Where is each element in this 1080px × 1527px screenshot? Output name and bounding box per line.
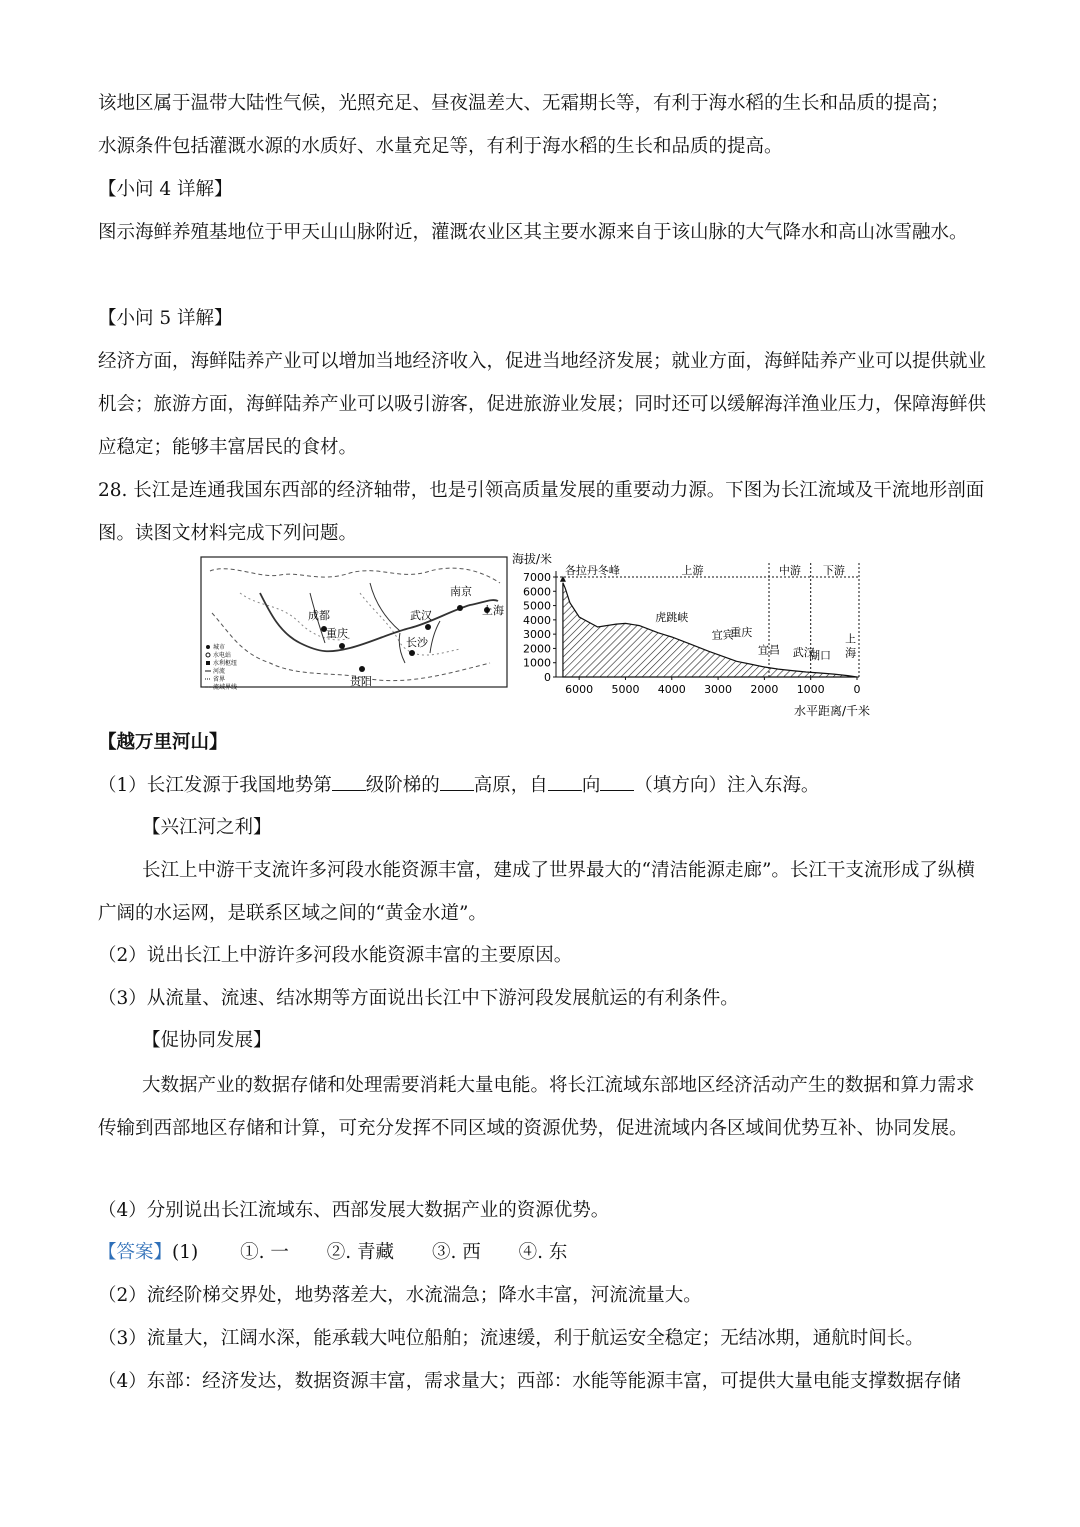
answer-1-item-1: ①. 一 [240, 1242, 289, 1263]
annotation-label-0: 虎跳峡 [655, 611, 689, 624]
city-marker-wuhan [425, 624, 431, 630]
segment-label-1: 中游 [778, 564, 801, 577]
x-tick-label-6: 0 [853, 683, 861, 696]
peak-label: 各拉丹冬峰 [564, 564, 620, 577]
paragraph-climate: 该地区属于温带大陆性气候，光照充足、昼夜温差大、无霜期长等，有利于海水稻的生长和品质的提高； [98, 93, 950, 114]
answer-2: （2）流经阶梯交界处，地势落差大，水流湍急；降水丰富，河流流量大。 [98, 1285, 702, 1306]
q1-part-b: 级阶梯的 [365, 775, 440, 796]
paragraph-q5-answer: 经济方面，海鲜陆养产业可以增加当地经济收入，促进当地经济发展；就业方面，海鲜陆养产业可以提供就业机会；旅游方面，海鲜陆养产业可以吸引游客，促进旅游业发展；同时还可以缓解海洋渔业压力，保障海鲜供应稳定；能够丰富居民的食材。 [98, 351, 987, 458]
legend-hydropower: 水电站 [213, 652, 232, 659]
answer-1-prefix: (1) [172, 1242, 199, 1263]
legend-city: 城市 [213, 644, 226, 651]
city-marker-chongqing [339, 643, 345, 649]
y-tick-label-2: 5000 [523, 599, 551, 613]
annotation-label-2: 重庆 [730, 626, 753, 640]
segment-label-2: 下游 [822, 564, 845, 577]
x-tick-label-2: 4000 [657, 683, 686, 696]
city-marker-changsha [409, 650, 415, 656]
y-tick-label-7: 0 [544, 671, 551, 684]
answer-1-item-3: ③. 西 [431, 1242, 481, 1263]
legend-province: 省界 [213, 676, 226, 683]
question-1 [98, 771, 819, 797]
annotation-label-4: 武汉 [792, 645, 815, 659]
legend-hub: 水利枢纽 [213, 660, 238, 667]
section-title-coordinated: 【促协同发展】 [142, 1030, 272, 1051]
annotation-label-6: 上 [845, 632, 857, 646]
city-label-changsha: 长沙 [406, 636, 428, 649]
q1-part-e: （填方向）注入东海。 [634, 775, 820, 796]
answer-3: （3）流量大，江阔水深，能承载大吨位船舶；流速缓，利于航运安全稳定；无结冰期，通航时间长。 [98, 1328, 924, 1349]
x-tick-label-3: 3000 [704, 683, 733, 696]
yangtze-elevation-profile [512, 553, 870, 718]
y-tick-label-1: 6000 [523, 585, 551, 599]
y-axis-label: 海拔/米 [512, 553, 553, 566]
annotation-label-1: 宜宾 [711, 628, 734, 642]
city-marker-nanjing [457, 605, 463, 611]
legend-river: 河流 [213, 668, 226, 675]
y-tick-label-3: 4000 [523, 613, 551, 627]
heading-q5-detail: 【小问 5 详解】 [98, 308, 233, 329]
city-label-shanghai: 上海 [482, 604, 504, 617]
question-28-stem: 28. 长江是连通我国东西部的经济轴带，也是引领高质量发展的重要动力源。下图为长江流域及干流地形剖面图。读图文材料完成下列问题。 [98, 480, 985, 544]
annotation-label-6-b: 海 [845, 646, 857, 660]
q1-blank-1[interactable] [332, 774, 366, 791]
question-2: （2）说出长江上中游许多河段水能资源丰富的主要原因。 [98, 945, 573, 966]
annotation-label-5: 湖口 [808, 649, 831, 662]
city-label-guiyang: 贵阳 [350, 675, 372, 688]
legend-basin: 流域界线 [213, 684, 238, 691]
question-4: （4）分别说出长江流域东、西部发展大数据产业的资源优势。 [98, 1200, 610, 1221]
answer-1 [98, 1238, 567, 1264]
city-label-chengdu: 成都 [308, 609, 330, 622]
y-tick-label-6: 1000 [523, 656, 551, 670]
profile-area [563, 583, 857, 677]
figure-yangtze [200, 553, 890, 722]
city-label-nanjing: 南京 [450, 585, 472, 598]
answer-tag: 【答案】 [98, 1242, 173, 1263]
x-tick-label-5: 1000 [796, 683, 825, 696]
x-axis-label: 水平距离/千米 [794, 704, 871, 718]
paragraph-q4-answer: 图示海鲜养殖基地位于甲天山山脉附近，灌溉农业区其主要水源来自于该山脉的大气降水和高山冰雪融水。 [98, 222, 968, 243]
y-tick-label-4: 3000 [523, 628, 551, 642]
answer-4: （4）东部：经济发达，数据资源丰富，需求量大；西部：水能等能源丰富，可提供大量电能支撑数据存储 [98, 1371, 961, 1392]
heading-q4-detail: 【小问 4 详解】 [98, 179, 233, 200]
city-marker-guiyang [359, 666, 365, 672]
map-frame [201, 557, 507, 687]
section-title-benefit: 【兴江河之利】 [142, 817, 272, 838]
q1-blank-4[interactable] [600, 774, 634, 791]
yangtze-map-and-profile [200, 553, 890, 718]
x-tick-label-4: 2000 [750, 683, 779, 696]
q1-part-c: 高原，自 [473, 775, 548, 796]
question-3: （3）从流量、流速、结冰期等方面说出长江中下游河段发展航运的有利条件。 [98, 988, 739, 1009]
y-tick-label-0: 7000 [523, 571, 551, 584]
section-text-coordinated: 大数据产业的数据存储和处理需要消耗大量电能。将长江流域东部地区经济活动产生的数据和算力需求传输到西部地区存储和计算，可充分发挥不同区域的资源优势，促进流域内各区域间优势互补、协同发展。 [98, 1075, 975, 1139]
answer-1-item-4: ④. 东 [518, 1242, 568, 1263]
q1-part-a: （1）长江发源于我国地势第 [98, 775, 332, 796]
section-title-river: 【越万里河山】 [98, 732, 228, 753]
answer-1-item-2: ②. 青藏 [326, 1242, 395, 1263]
yangtze-basin-map [201, 557, 507, 691]
q1-part-d: 向 [581, 775, 601, 796]
q1-blank-3[interactable] [548, 774, 582, 791]
city-label-wuhan: 武汉 [410, 609, 432, 622]
segment-label-0: 上游 [681, 564, 704, 577]
x-tick-label-1: 5000 [611, 683, 640, 696]
annotation-label-3: 宜昌 [758, 643, 781, 657]
section-text-benefit: 长江上中游干支流许多河段水能资源丰富，建成了世界最大的“清洁能源走廊”。长江干支流形成了纵横广阔的水运网，是联系区域之间的“黄金水道”。 [98, 860, 975, 924]
city-label-chongqing: 重庆 [326, 627, 348, 640]
paragraph-water-source: 水源条件包括灌溉水源的水质好、水量充足等，有利于海水稻的生长和品质的提高。 [98, 136, 783, 157]
y-tick-label-5: 2000 [523, 642, 551, 656]
x-tick-label-0: 6000 [565, 683, 594, 696]
q1-blank-2[interactable] [440, 774, 474, 791]
